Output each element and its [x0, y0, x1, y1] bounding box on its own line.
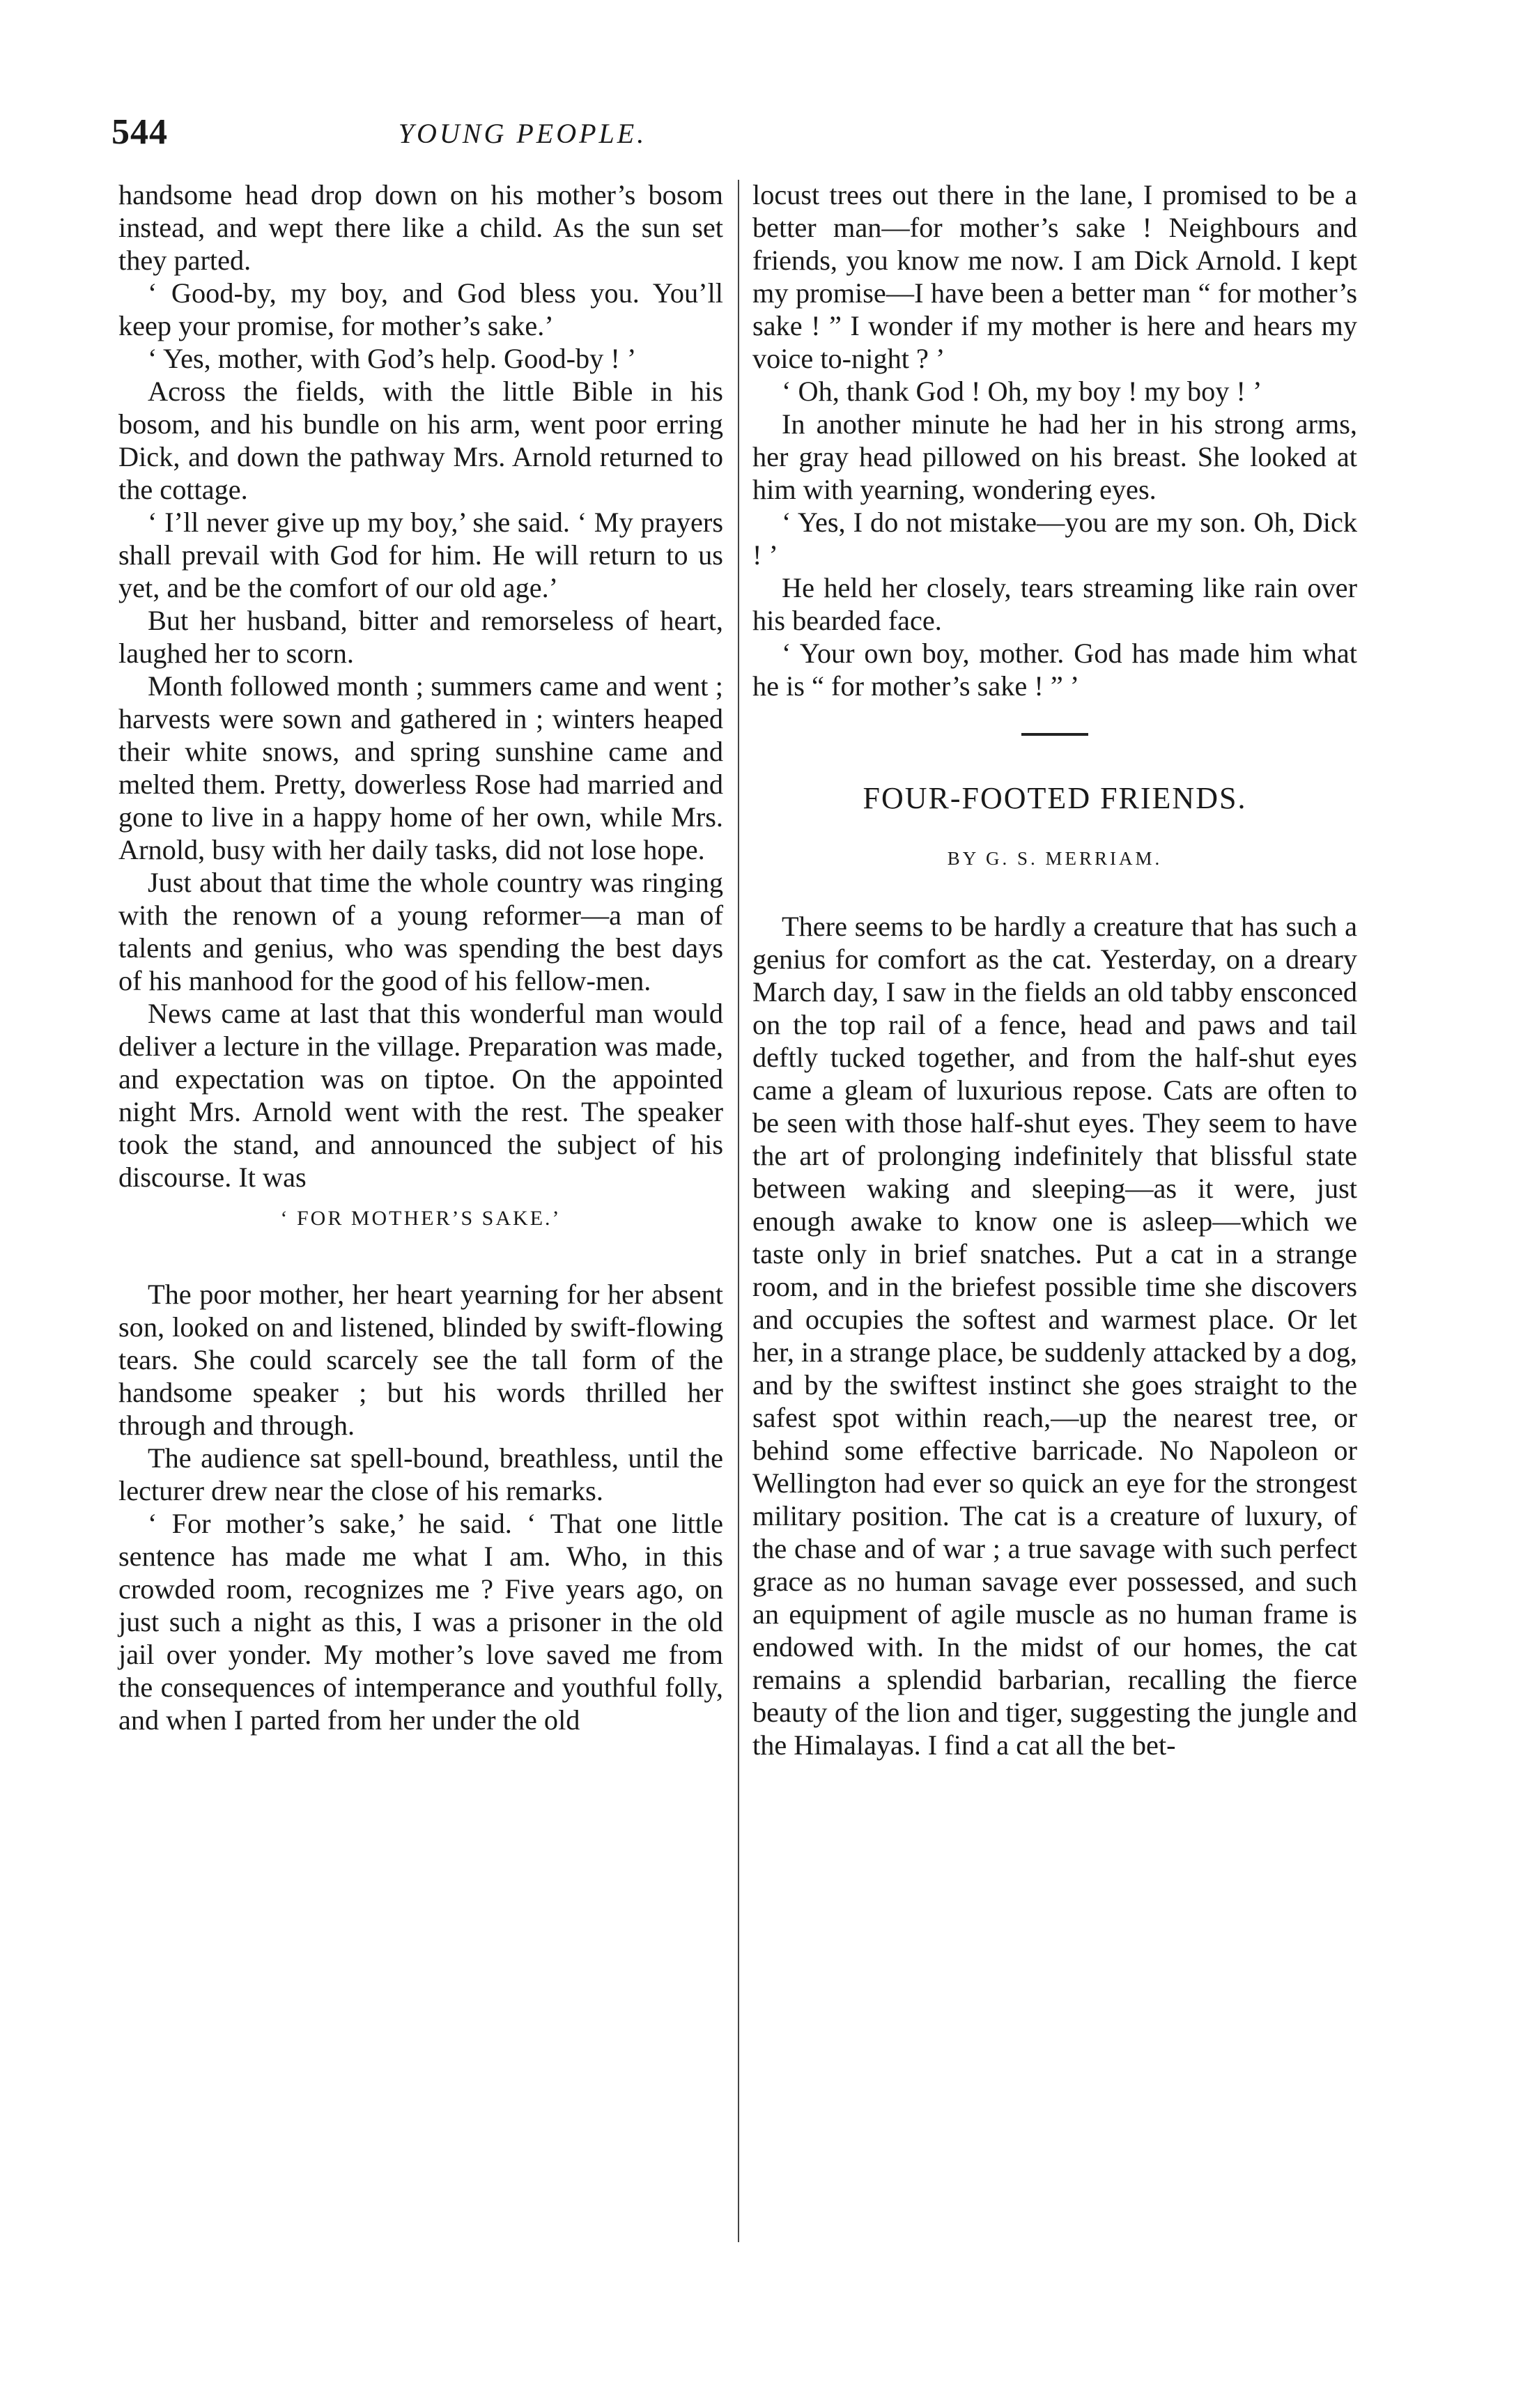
section-divider	[1021, 733, 1088, 736]
paragraph: ‘ Good-by, my boy, and God bless you. You’ll keep your promise, for mother’s sake.’	[118, 277, 723, 341]
paragraph: ‘ Oh, thank God ! Oh, my boy ! my boy ! ’	[782, 376, 1262, 407]
paragraph: handsome head drop down on his mother’s bosom instead, and wept there like a child. As the sun set they parted.	[118, 179, 723, 276]
right-column	[752, 178, 1357, 1761]
paragraph: Just about that time the whole country was ringing with the renown of a young reformer—a man of talents and genius, who was spending the best days of his manhood for the good of his fellow-men.	[118, 867, 723, 996]
page-header	[0, 105, 1523, 167]
paragraph: ‘ For mother’s sake,’ he said. ‘ That one little sentence has made me what I am. Who, in this crowded room, recognizes me ? Five years ago, on just such a night as this, I was a prisoner in the old jail over yonder. My mother’s love saved me from the consequences of intemperance and youthful folly, and when I parted from her under the old	[118, 1508, 723, 1736]
paragraph: Across the fields, with the little Bible in his bosom, and his bundle on his arm, went poor erring Dick, and down the pathway Mrs. Arnold returned to the cottage.	[118, 376, 723, 505]
paragraph: He held her closely, tears streaming like rain over his bearded face.	[752, 572, 1357, 636]
paragraph: In another minute he had her in his strong arms, her gray head pillowed on his breast. She looked at him with yearning, wondering eyes.	[752, 408, 1357, 505]
paragraph: News came at last that this wonderful man would deliver a lecture in the village. Preparation was made, and expectation was on tiptoe. On the appointed night Mrs. Arnold went with the rest. The speaker took the stand, and announced the subject of his discourse. It was	[118, 998, 723, 1193]
paragraph: ‘ Your own boy, mother. God has made him what he is “ for mother’s sake ! ” ’	[752, 638, 1357, 702]
paragraph: But her husband, bitter and remorseless of heart, laughed her to scorn.	[118, 605, 723, 669]
section-title: ‘ FOR MOTHER’S SAKE.’	[280, 1207, 562, 1230]
running-title: YOUNG PEOPLE.	[398, 118, 647, 149]
paragraph: locust trees out there in the lane, I promised to be a better man—for mother’s sake ! Neighbours and friends, you know me now. I am Dick Arnold. I kept my promise—I have been a better man “ for mother’s sake ! ” I wonder if my mother is here and hears my voice to-night ? ’	[752, 179, 1357, 374]
column-divider	[738, 180, 739, 2242]
article-byline: BY G. S. MERRIAM.	[947, 848, 1163, 869]
paragraph: There seems to be hardly a creature that has such a genius for comfort as the cat. Yesterday, on a dreary March day, I saw in the fields an old tabby ensconced on the top rail of a fence, head and paws and tail deftly tucked together, and from the half-shut eyes came a gleam of luxurious repose. Cats are often to be seen with those half-shut eyes. They seem to have the art of prolonging indefinitely that blissful state between waking and sleeping—as it were, just enough awake to know one is asleep—which we taste only in brief snatches. Put a cat in a strange room, and in the briefest possible time she discovers and occupies the softest and warmest place. Or let her, in a strange place, be suddenly attacked by a dog, and by the swiftest instinct she goes straight to the safest spot within reach,—up the nearest tree, or behind some effective barricade. No Napoleon or Wellington had ever so quick an eye for the strongest military position. The cat is a creature of luxury, of the chase and of war ; a true savage with such perfect grace as no human savage ever possessed, and such an equipment of agile muscle as no human frame is endowed with. In the midst of our homes, the cat remains a splendid barbarian, recalling the fierce beauty of the lion and tiger, suggesting the jungle and the Himalayas. I find a cat all the bet-	[752, 911, 1357, 1761]
article-title: FOUR-FOOTED FRIENDS.	[863, 781, 1247, 815]
paragraph: The audience sat spell-bound, breathless, until the lecturer drew near the close of his remarks.	[118, 1442, 723, 1506]
paragraph: The poor mother, her heart yearning for her absent son, looked on and listened, blinded by swift-flowing tears. She could scarcely see the tall form of the handsome speaker ; but his words thrilled her through and through.	[118, 1279, 723, 1441]
paragraph: ‘ I’ll never give up my boy,’ she said. ‘ My prayers shall prevail with God for him. He will return to us yet, and be the comfort of our old age.’	[118, 507, 723, 603]
paragraph: ‘ Yes, mother, with God’s help. Good-by ! ’	[148, 343, 637, 374]
paragraph: Month followed month ; summers came and went ; harvests were sown and gathered in ; winters heaped their white snows, and spring sunshine came and melted them. Pretty, dowerless Rose had married and gone to live in a happy home of her own, while Mrs. Arnold, busy with her daily tasks, did not lose hope.	[118, 670, 723, 865]
page-number: 544	[111, 112, 168, 152]
left-column	[118, 178, 723, 1736]
paragraph: ‘ Yes, I do not mistake—you are my son. Oh, Dick ! ’	[752, 507, 1357, 571]
